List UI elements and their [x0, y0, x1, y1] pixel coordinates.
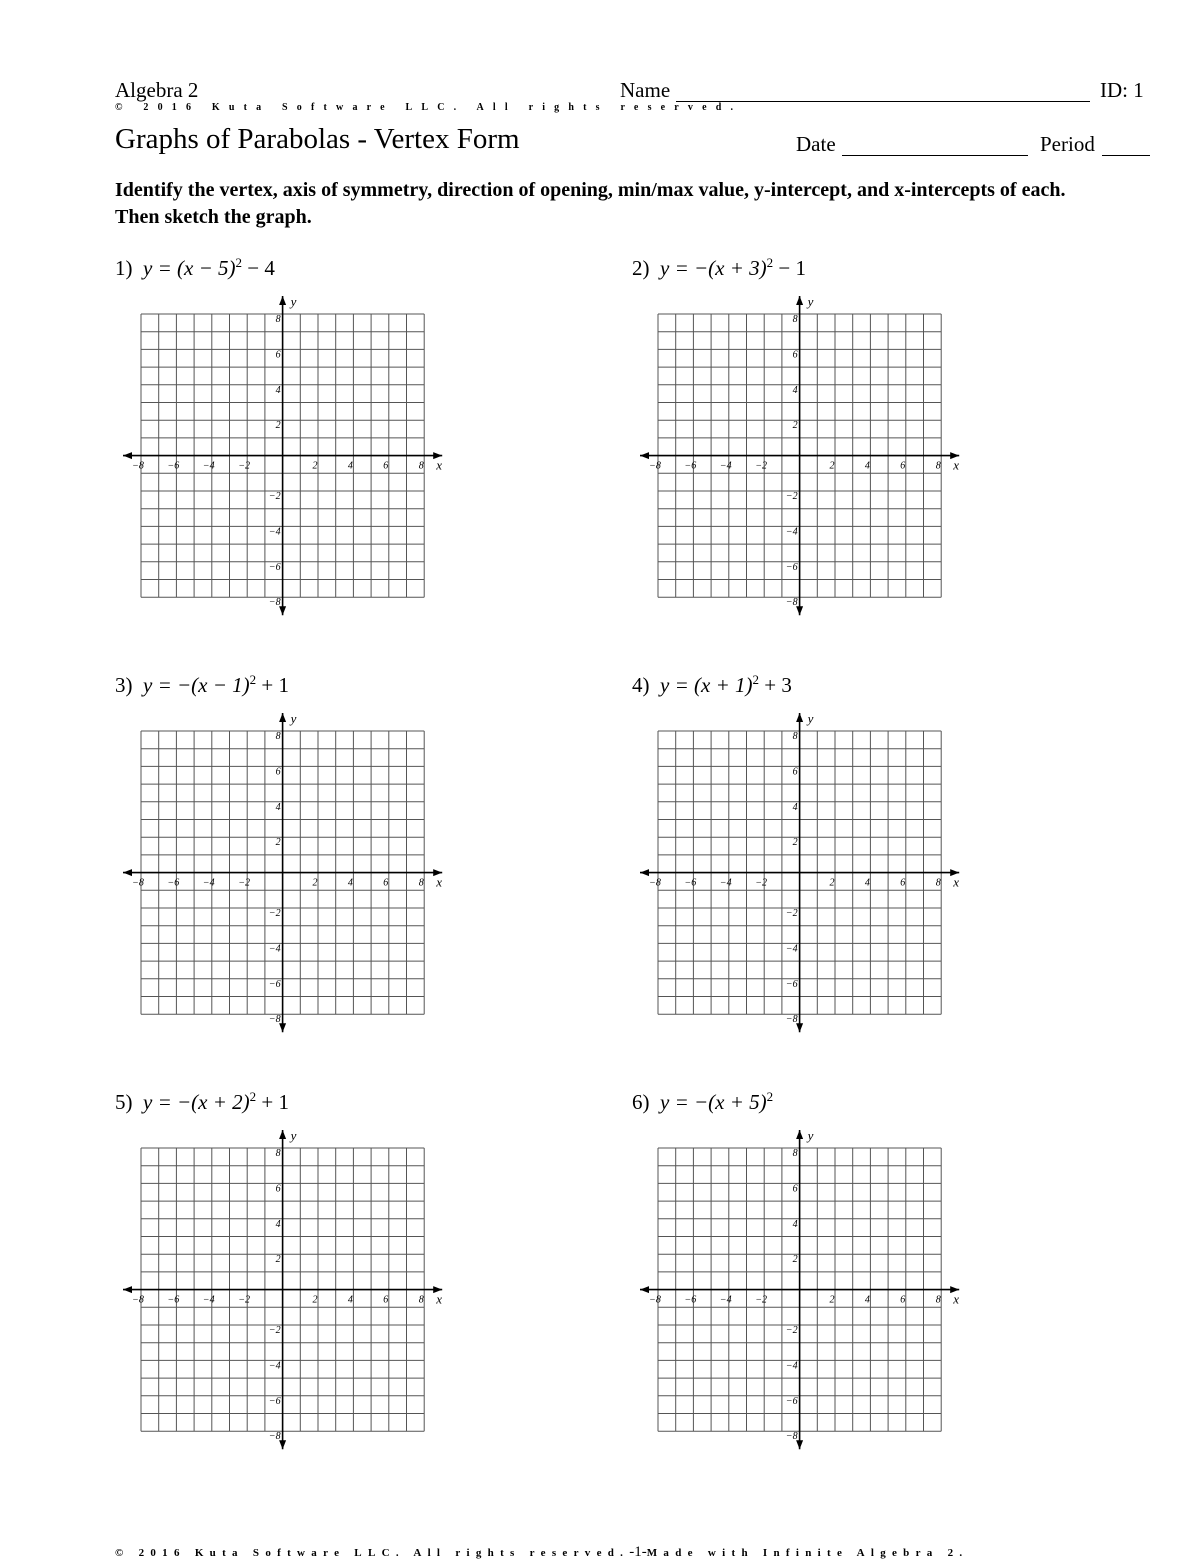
- x-tick-label: 4: [348, 877, 354, 889]
- x-tick-label: −4: [203, 877, 216, 889]
- y-tick-label: −8: [786, 597, 798, 609]
- period-label: Period: [1040, 132, 1095, 156]
- y-tick-label: −4: [786, 943, 798, 955]
- y-axis-arrow-up-icon: [279, 296, 286, 305]
- y-tick-label: 6: [275, 1183, 281, 1195]
- equation-tail: + 1: [256, 673, 289, 697]
- equation-lhs: y =: [143, 1090, 177, 1114]
- equation-lhs: y =: [143, 256, 177, 280]
- equation-exponent: 2: [249, 672, 257, 687]
- y-tick-label: 8: [275, 731, 281, 743]
- x-tick-label: 8: [419, 877, 425, 889]
- y-tick-label: 8: [792, 731, 798, 743]
- y-tick-label: −4: [269, 943, 281, 955]
- y-tick-label: 4: [792, 802, 798, 814]
- y-tick-label: −2: [269, 908, 281, 920]
- y-tick-label: 4: [792, 1219, 798, 1231]
- course-name: Algebra 2: [115, 78, 199, 102]
- y-tick-label: 2: [275, 837, 281, 849]
- x-axis-label: x: [953, 874, 960, 890]
- y-tick-label: −2: [786, 1325, 798, 1337]
- footer-copyright: © 2016 Kuta Software LLC. All rights reserved.: [115, 1547, 630, 1559]
- y-axis-label: y: [290, 294, 297, 310]
- graph-grid-1[interactable]: [117, 290, 448, 621]
- equation-tail: − 1: [773, 256, 806, 280]
- y-tick-label: 2: [792, 420, 798, 432]
- y-tick-label: 2: [275, 1254, 281, 1266]
- problem-number: 4): [632, 673, 650, 697]
- y-tick-label: −2: [786, 491, 798, 503]
- y-tick-label: −6: [269, 1396, 281, 1408]
- equation-exponent: 2: [235, 255, 242, 270]
- problem-4: [632, 672, 792, 698]
- x-axis-label: x: [436, 1291, 443, 1307]
- y-tick-label: 8: [275, 314, 281, 326]
- y-axis-label: y: [807, 711, 814, 727]
- x-tick-label: −8: [649, 877, 662, 889]
- y-axis-arrow-up-icon: [279, 1130, 286, 1139]
- x-axis-label: x: [436, 457, 443, 473]
- equation-lhs: y =: [660, 673, 694, 697]
- equation-tail: + 1: [256, 1090, 289, 1114]
- x-tick-label: −8: [132, 877, 145, 889]
- date-field-line[interactable]: [842, 155, 1028, 156]
- x-tick-label: −2: [238, 877, 251, 889]
- x-axis-arrow-left-icon: [640, 869, 649, 876]
- y-tick-label: 6: [792, 766, 798, 778]
- date-label: Date: [796, 132, 836, 156]
- equation-exponent: 2: [752, 672, 759, 687]
- problem-1: [115, 255, 275, 281]
- y-tick-label: 8: [275, 1148, 281, 1160]
- x-tick-label: 8: [419, 460, 425, 472]
- x-tick-label: 6: [900, 460, 906, 472]
- y-axis-label: y: [807, 1128, 814, 1144]
- x-axis-arrow-left-icon: [123, 1286, 132, 1293]
- copyright-header: © 2016 Kuta Software LLC. All rights reserved.: [115, 102, 743, 113]
- graph-grid-6[interactable]: [634, 1124, 965, 1455]
- equation-tail: + 3: [758, 673, 792, 697]
- x-tick-label: −4: [720, 877, 733, 889]
- x-tick-label: 2: [829, 1294, 835, 1306]
- y-tick-label: 6: [275, 349, 281, 361]
- y-axis-label: y: [290, 711, 297, 727]
- problem-3: [115, 672, 289, 698]
- x-tick-label: −8: [132, 1294, 145, 1306]
- problem-number: 3): [115, 673, 133, 697]
- x-tick-label: −4: [720, 460, 733, 472]
- x-tick-label: 2: [312, 877, 318, 889]
- id-label: ID: 1: [1100, 78, 1144, 102]
- y-tick-label: −8: [786, 1431, 798, 1443]
- y-tick-label: 6: [275, 766, 281, 778]
- x-axis-label: x: [953, 1291, 960, 1307]
- equation-exponent: 2: [249, 1089, 257, 1104]
- y-axis-arrow-up-icon: [796, 296, 803, 305]
- y-tick-label: −8: [786, 1014, 798, 1026]
- x-tick-label: −8: [132, 460, 145, 472]
- y-tick-label: −2: [269, 1325, 281, 1337]
- y-axis-label: y: [290, 1128, 297, 1144]
- x-tick-label: 6: [383, 1294, 389, 1306]
- problem-2: [632, 255, 806, 281]
- x-tick-label: 8: [936, 460, 942, 472]
- x-tick-label: 6: [383, 877, 389, 889]
- equation-tail: − 4: [241, 256, 275, 280]
- x-tick-label: −8: [649, 1294, 662, 1306]
- x-tick-label: −2: [755, 460, 768, 472]
- y-tick-label: −6: [786, 1396, 798, 1408]
- x-tick-label: −2: [238, 1294, 251, 1306]
- y-tick-label: 4: [275, 1219, 281, 1231]
- y-tick-label: −8: [269, 1014, 281, 1026]
- y-tick-label: −4: [269, 526, 281, 538]
- y-tick-label: 2: [275, 420, 281, 432]
- x-tick-label: 2: [312, 1294, 318, 1306]
- x-tick-label: 6: [383, 460, 389, 472]
- y-tick-label: 6: [792, 1183, 798, 1195]
- name-label: Name: [620, 78, 671, 102]
- x-tick-label: 6: [900, 877, 906, 889]
- x-axis-label: x: [953, 457, 960, 473]
- equation-expr: −(x − 1): [177, 673, 250, 697]
- equation-exponent: 2: [766, 1089, 774, 1104]
- x-axis-arrow-left-icon: [123, 452, 132, 459]
- y-tick-label: −6: [269, 979, 281, 991]
- problem-6: [632, 1089, 773, 1115]
- x-tick-label: −2: [755, 1294, 768, 1306]
- x-tick-label: 4: [865, 1294, 871, 1306]
- x-axis-arrow-left-icon: [640, 452, 649, 459]
- footer-made-with: Made with Infinite Algebra 2.: [646, 1547, 969, 1559]
- x-tick-label: 4: [865, 460, 871, 472]
- x-tick-label: −8: [649, 460, 662, 472]
- x-tick-label: −6: [684, 1294, 697, 1306]
- y-tick-label: −6: [786, 979, 798, 991]
- y-axis-label: y: [807, 294, 814, 310]
- x-tick-label: 8: [936, 877, 942, 889]
- x-tick-label: −6: [167, 460, 180, 472]
- x-tick-label: 4: [348, 1294, 354, 1306]
- y-tick-label: 8: [792, 314, 798, 326]
- y-tick-label: −4: [786, 526, 798, 538]
- x-axis-arrow-left-icon: [123, 869, 132, 876]
- instructions: Identify the vertex, axis of symmetry, direction of opening, min/max value, y-intercept, and x-intercepts of each. Then sketch the graph.: [115, 179, 1066, 228]
- equation-lhs: y =: [660, 1090, 694, 1114]
- equation-lhs: y =: [660, 256, 694, 280]
- graph-grid-5[interactable]: [117, 1124, 448, 1455]
- y-tick-label: −8: [269, 597, 281, 609]
- problem-number: 2): [632, 256, 650, 280]
- y-tick-label: 4: [792, 385, 798, 397]
- x-tick-label: 4: [865, 877, 871, 889]
- equation-expr: (x + 1): [694, 673, 753, 697]
- equation-expr: −(x + 5): [694, 1090, 767, 1114]
- x-axis-label: x: [436, 874, 443, 890]
- y-tick-label: 4: [275, 802, 281, 814]
- x-tick-label: 4: [348, 460, 354, 472]
- equation-expr: −(x + 2): [177, 1090, 250, 1114]
- x-tick-label: −2: [755, 877, 768, 889]
- graph-grid-4[interactable]: [634, 707, 965, 1038]
- y-tick-label: −6: [786, 562, 798, 574]
- y-axis-arrow-up-icon: [796, 713, 803, 722]
- x-tick-label: −4: [720, 1294, 733, 1306]
- y-axis-arrow-up-icon: [279, 713, 286, 722]
- y-axis-arrow-up-icon: [796, 1130, 803, 1139]
- problem-number: 5): [115, 1090, 133, 1114]
- x-tick-label: 6: [900, 1294, 906, 1306]
- y-tick-label: −6: [269, 562, 281, 574]
- x-tick-label: −6: [684, 877, 697, 889]
- x-tick-label: −6: [684, 460, 697, 472]
- y-tick-label: 6: [792, 349, 798, 361]
- problem-number: 1): [115, 256, 133, 280]
- x-tick-label: 8: [419, 1294, 425, 1306]
- y-tick-label: −2: [786, 908, 798, 920]
- x-tick-label: −4: [203, 460, 216, 472]
- x-tick-label: −6: [167, 1294, 180, 1306]
- equation-expr: (x − 5): [177, 256, 236, 280]
- x-tick-label: 2: [829, 460, 835, 472]
- y-tick-label: 4: [275, 385, 281, 397]
- x-axis-arrow-left-icon: [640, 1286, 649, 1293]
- x-tick-label: −4: [203, 1294, 216, 1306]
- y-tick-label: 2: [792, 1254, 798, 1266]
- y-tick-label: 8: [792, 1148, 798, 1160]
- y-tick-label: −8: [269, 1431, 281, 1443]
- equation-expr: −(x + 3): [694, 256, 767, 280]
- y-tick-label: −2: [269, 491, 281, 503]
- x-tick-label: 2: [829, 877, 835, 889]
- worksheet-title: Graphs of Parabolas - Vertex Form: [115, 123, 520, 155]
- page-number: -1-: [629, 1544, 647, 1560]
- x-tick-label: −2: [238, 460, 251, 472]
- x-tick-label: 2: [312, 460, 318, 472]
- equation-lhs: y =: [143, 673, 177, 697]
- y-tick-label: −4: [269, 1360, 281, 1372]
- problem-5: [115, 1089, 289, 1115]
- y-tick-label: −4: [786, 1360, 798, 1372]
- graph-grid-3[interactable]: [117, 707, 448, 1038]
- equation-exponent: 2: [766, 255, 774, 270]
- period-field-line[interactable]: [1102, 155, 1150, 156]
- graph-grid-2[interactable]: [634, 290, 965, 621]
- problem-number: 6): [632, 1090, 650, 1114]
- x-tick-label: 8: [936, 1294, 942, 1306]
- x-tick-label: −6: [167, 877, 180, 889]
- y-tick-label: 2: [792, 837, 798, 849]
